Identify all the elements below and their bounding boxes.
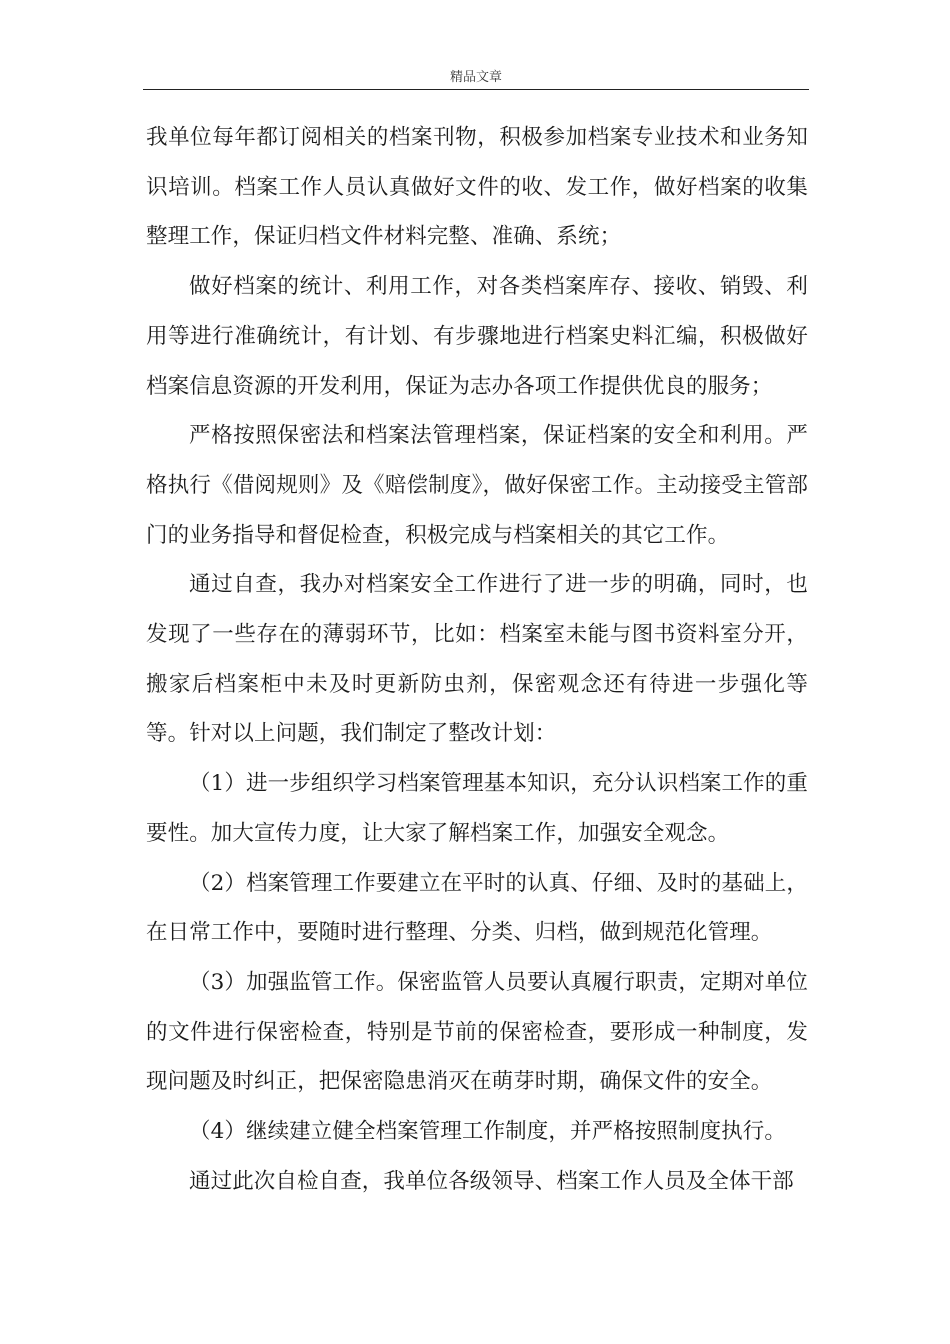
paragraph: 做好档案的统计、利用工作，对各类档案库存、接收、销毁、利用等进行准确统计，有计划、有步骤地进行档案史料汇编，积极做好档案信息资源的开发利用，保证为志办各项工作提供优良的服务； xyxy=(146,274,808,399)
list-item-4: （4）继续建立健全档案管理工作制度，并严格按照制度执行。 xyxy=(189,1119,786,1145)
list-item-2: （2）档案管理工作要建立在平时的认真、仔细、及时的基础上，在日常工作中，要随时进行整理、分类、归档，做到规范化管理。 xyxy=(146,870,808,946)
list-item-1: （1）进一步组织学习档案管理基本知识，充分认识档案工作的重要性。加大宣传力度，让大家了解档案工作，加强安全观念。 xyxy=(146,771,808,846)
document-body xyxy=(146,113,808,1206)
page-header-title: 精品文章 xyxy=(449,70,502,85)
paragraph: 通过自查，我办对档案安全工作进行了进一步的明确，同时，也发现了一些存在的薄弱环节，比如：档案室未能与图书资料室分开，搬家后档案柜中未及时更新防虫剂，保密观念还有待进一步强化等等。针对以上问题，我们制定了整改计划： xyxy=(146,572,808,747)
paragraph: 严格按照保密法和档案法管理档案，保证档案的安全和利用。严格执行《借阅规则》及《赔偿制度》，做好保密工作。主动接受主管部门的业务指导和督促检查，积极完成与档案相关的其它工作。 xyxy=(146,423,808,548)
paragraph: 我单位每年都订阅相关的档案刊物，积极参加档案专业技术和业务知识培训。档案工作人员认真做好文件的收、发工作，做好档案的收集整理工作，保证归档文件材料完整、准确、系统； xyxy=(146,125,808,250)
header-divider xyxy=(143,89,809,90)
list-item-3: （3）加强监管工作。保密监管人员要认真履行职责，定期对单位的文件进行保密检查，特别是节前的保密检查，要形成一种制度，发现问题及时纠正，把保密隐患消灭在萌芽时期，确保文件的安全。 xyxy=(146,969,808,1095)
paragraph: 通过此次自检自查，我单位各级领导、档案工作人员及全体干部 xyxy=(189,1168,794,1194)
